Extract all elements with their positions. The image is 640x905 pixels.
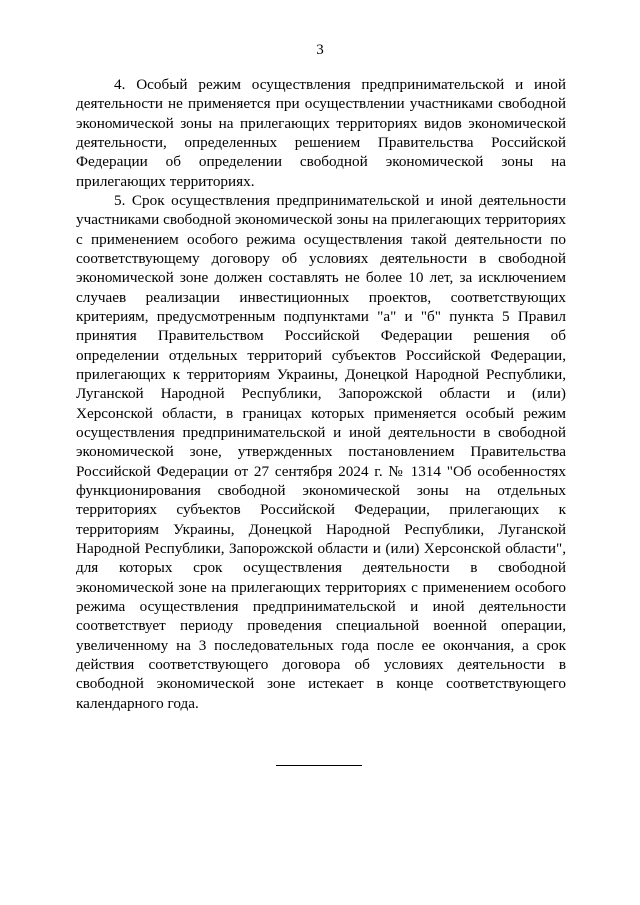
paragraph-item-5: 5. Срок осуществления предпринимательской и иной деятельности участниками свободной экономической зоны на прилегающих территориях с применением особого режима осуществления такой деятельности по соответствующему договору об условиях деятельности в свободной экономической зоне должен составлять не более 10 лет, за исключением случаев реализации инвестиционных проектов, соответствующих критериям, предусмотренным подпунктами "а" и "б" пункта 5 Правил принятия Правительством Российской Федерации решения об определении отдельных территорий субъектов Российской Федерации, прилегающих к территориям Украины, Донецкой Народной Республики, Луганской Народной Республики, Запорожской области и (или) Херсонской области, в границах которых применяется особый режим осуществления предпринимательской и иной деятельности в свободной экономической зоне, утвержденных постановлением Правительства Российской Федерации от 27 сентября 2024 г. № 1314 "Об особенностях функционирования свободной экономической зоны на отдельных территориях субъектов Российской Федерации, прилегающих к территориям Украины, Донецкой Народной Республики, Луганской Народной Республики, Запорожской области и (или) Херсонской области", для которых срок осуществления деятельности в свободной экономической зоне на прилегающих территориях с применением особого режима осуществления предпринимательской и иной деятельности соответствует периоду проведения специальной военной операции, увеличенному на 3 последовательных года после ее окончания, а срок действия соответствующего договора об условиях деятельности в свободной экономической зоне истекает в конце соответствующего календарного года. (76, 191, 566, 712)
end-separator-line (276, 765, 362, 766)
page-number: 3 (316, 42, 324, 58)
document-body (76, 75, 566, 713)
paragraph-item-4: 4. Особый режим осуществления предпринимательской и иной деятельности не применяется при осуществлении участниками свободной экономической зоны на прилегающих территориях видов экономической деятельности, определенных решением Правительства Российской Федерации об определении свободной экономической зоны на прилегающих территориях. (76, 76, 566, 190)
